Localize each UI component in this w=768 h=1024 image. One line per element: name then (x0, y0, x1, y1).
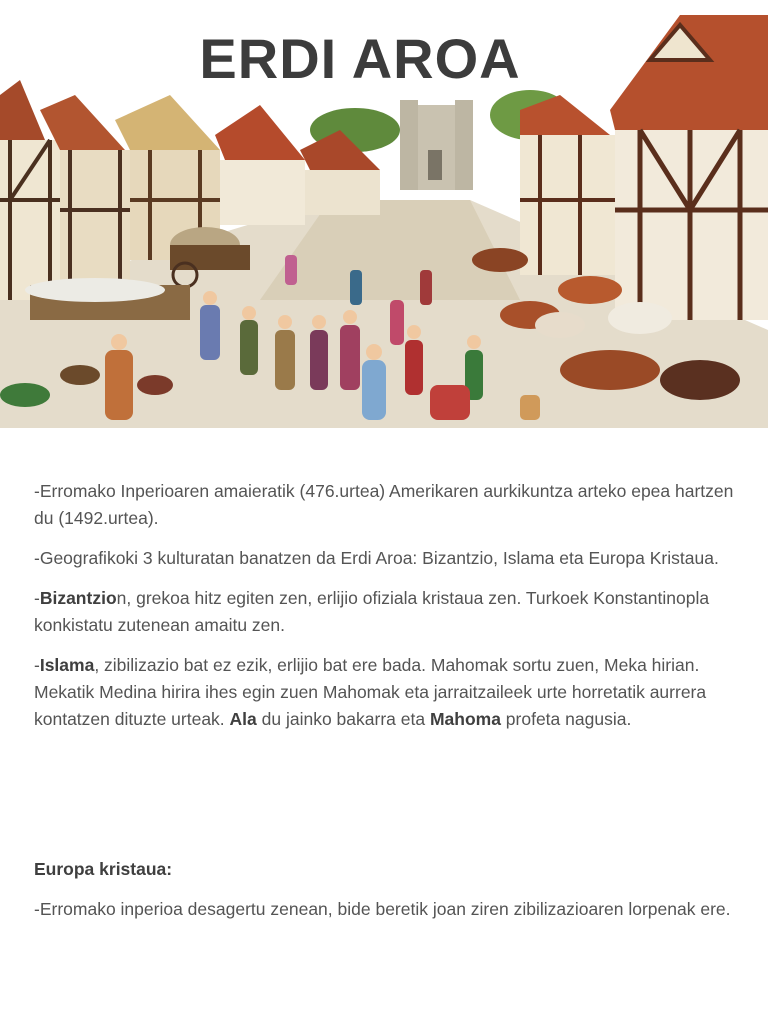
article-body (34, 478, 734, 936)
heading-text: Europa kristaua: (34, 859, 173, 879)
paragraph-period: -Erromako Inperioaren amaieratik (476.urtea) Amerikaren aurkikuntza arteko epea hartzen du (1492.urtea). (34, 481, 734, 528)
bold-term-ala: Ala (229, 709, 257, 729)
bold-term-islama: Islama (39, 655, 95, 675)
paragraph-text: profeta nagusia. (500, 709, 632, 729)
paragraph-cultures: -Geografikoki 3 kulturatan banatzen da Erdi Aroa: Bizantzio, Islama eta Europa Kristaua. (34, 548, 719, 568)
dash: - (34, 655, 40, 675)
page-title: ERDI AROA (199, 27, 521, 90)
paragraph-text: du jainko bakarra eta (256, 709, 430, 729)
bold-term-bizantzio: Bizantzio (39, 588, 117, 608)
paragraph-text: , zibilizazio bat ez ezik, erlijio bat ere bada. Mahomak sortu zuen, Meka hirian. Mekatik Medina hirira ihes egin zuen Mahomak eta jarraitzaileek urte horretatik aurrera kontatzen dituzte urteak. (34, 655, 707, 729)
spacer (34, 746, 734, 856)
paragraph-islama (34, 652, 734, 733)
section-heading-europa (34, 856, 734, 883)
paragraph-bizantzio (34, 585, 734, 639)
paragraph-text: n, grekoa hitz egiten zen, erlijio ofiziala kristaua zen. Turkoek Konstantinopla konkistatu zutenean amaitu zen. (34, 588, 710, 635)
hero-illustration (0, 0, 768, 428)
paragraph-europa: -Erromako inperioa desagertu zenean, bide beretik joan ziren zibilizazioaren lorpenak ere. (34, 899, 731, 919)
bold-term-mahoma: Mahoma (429, 709, 501, 729)
dash: - (34, 588, 40, 608)
